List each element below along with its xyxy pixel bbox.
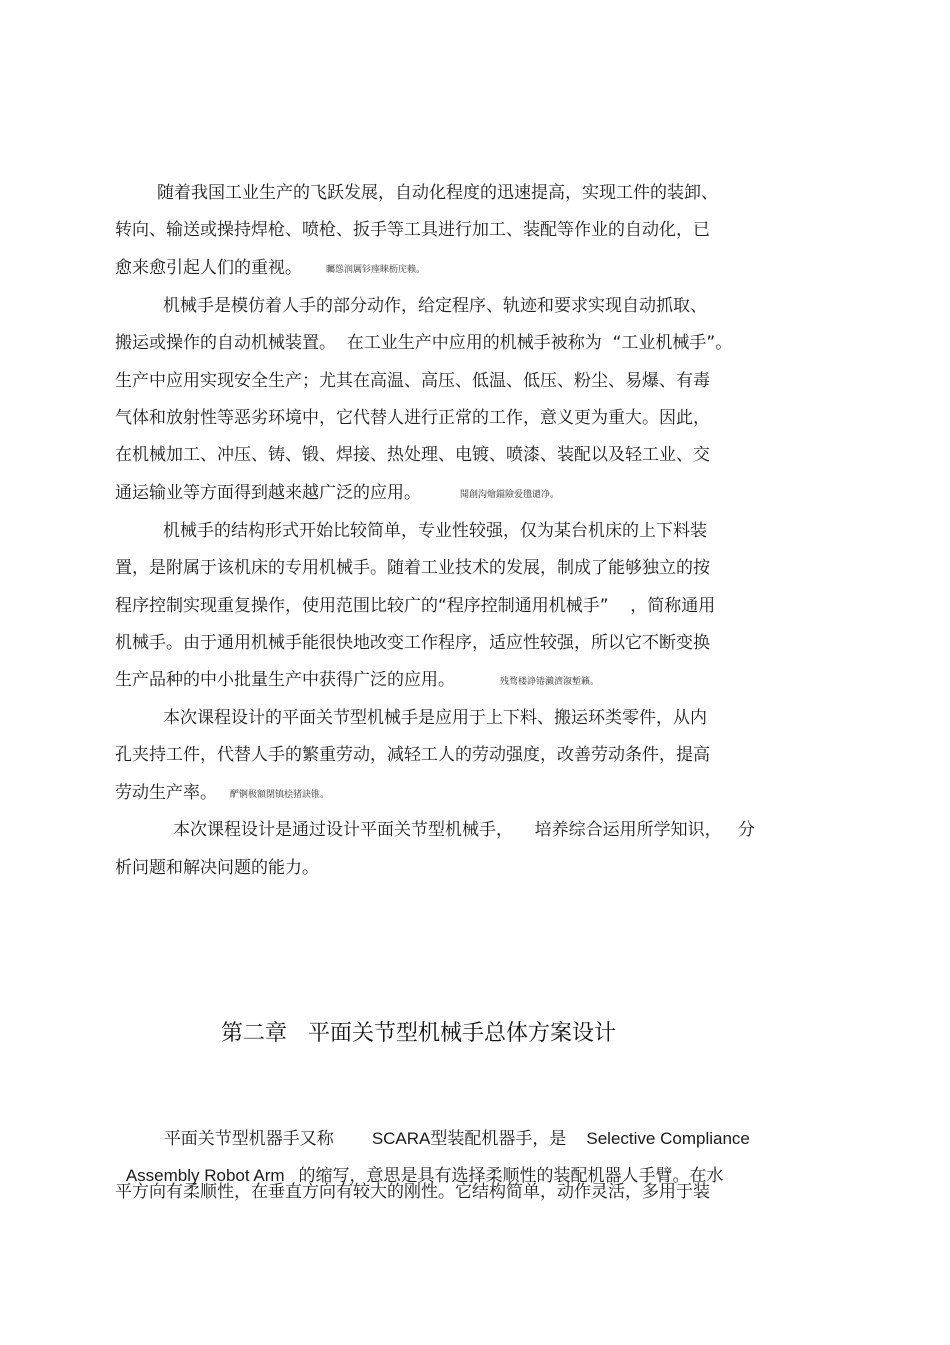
text-line: 本次课程设计的平面关节型机械手是应用于上下料、搬运环类零件，从内 [163, 708, 707, 728]
text-line: 机械手是模仿着人手的部分动作，给定程序、轨迹和要求实现自动抓取、 [163, 296, 707, 316]
text-segment: 平面关节型机器手又称 [163, 1129, 334, 1149]
text-line: 程序控制实现重复操作，使用范围比较广的“程序控制通用机械手” ，简称通用 [115, 596, 716, 616]
text-line: 随着我国工业生产的飞跃发展，自动化程度的迅速提高，实现工件的装卸、 [157, 183, 718, 203]
text-line: 气体和放射性等恶劣环境中，它代替人进行正常的工作，意义更为重大。因此， [115, 408, 710, 428]
watermark-text: 残骛楼諍锩瀨濟溆塹籟。 [500, 677, 600, 687]
text-line: 生产中应用实现安全生产；尤其在高温、高压、低温、低压、粉尘、易爆、有毒 [115, 371, 710, 391]
text-line: 平方向有柔顺性，在垂直方向有较大的刚性。它结构简单，动作灵活，多用于装 [115, 1182, 710, 1202]
watermark-text: 矚慫润厲钐瘗睞枥庑赖。 [326, 265, 426, 275]
chapter-title: 第二章 平面关节型机械手总体方案设计 [221, 1021, 616, 1046]
text-line: 机械手的结构形式开始比较简单，专业性较强，仅为某台机床的上下料装 [163, 521, 707, 541]
text-line: 本次课程设计是通过设计平面关节型机械手， 培养综合运用所学知识， 分 [173, 820, 755, 840]
text-line: 通运输业等方面得到越来越广泛的应用。 [115, 483, 421, 503]
text-segment: 的缩写，意思是具有选择柔顺性的装配机器人手臂。在水 [298, 1166, 724, 1186]
watermark-text: 聞創沟燴鐺險爱氇谴净。 [460, 490, 560, 500]
text-line: 劳动生产率。 [115, 783, 217, 803]
text-line: 置，是附属于该机床的专用机械手。随着工业技术的发展，制成了能够独立的按 [115, 558, 710, 578]
text-line: 孔夹持工件，代替人手的繁重劳动，减轻工人的劳动强度，改善劳动条件，提高 [115, 745, 710, 765]
acronym-text: SCARA [371, 1129, 431, 1148]
english-term: Assembly Robot Arm [125, 1166, 285, 1185]
text-line: 搬运或操作的自动机械装置。 在工业生产中应用的机械手被称为 “工业机械手”。 [115, 333, 733, 353]
watermark-text: 酽锕极額閉镇桧猪訣锥。 [230, 790, 330, 800]
text-segment: 型装配机器手，是 [430, 1129, 567, 1149]
text-line: 机械手。由于通用机械手能很快地改变工作程序，适应性较强，所以它不断变换 [115, 633, 710, 653]
text-line: 愈来愈引起人们的重视。 [115, 258, 302, 278]
text-line: 转向、输送或操持焊枪、喷枪、扳手等工具进行加工、装配等作业的自动化，已 [115, 220, 710, 240]
text-line: 析问题和解决问题的能力。 [115, 858, 319, 878]
english-term: Selective Compliance [586, 1129, 750, 1148]
text-line: 生产品种的中小批量生产中获得广泛的应用。 [115, 670, 455, 690]
text-line: 在机械加工、冲压、铸、锻、焊接、热处理、电镀、喷漆、装配以及轻工业、交 [115, 445, 710, 465]
